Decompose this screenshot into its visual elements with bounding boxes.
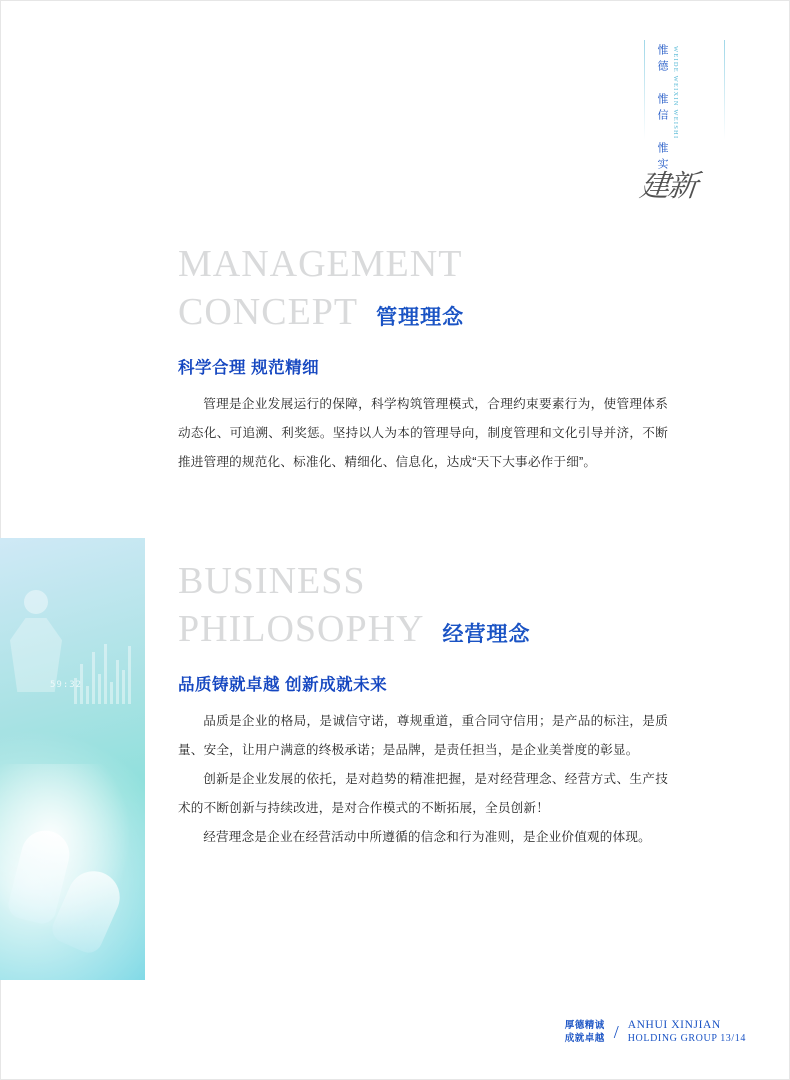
footer-en-line2: HOLDING GROUP 13/14 bbox=[627, 1033, 746, 1044]
section-en-title-line2: CONCEPT bbox=[178, 291, 359, 333]
section-subtitle: 科学合理 规范精细 bbox=[178, 359, 320, 377]
image-caption: 59:32 bbox=[50, 680, 83, 690]
section-cn-title: 管理理念 bbox=[376, 306, 465, 329]
corner-rule-left bbox=[644, 40, 645, 140]
footer-en-company bbox=[628, 1018, 746, 1046]
section-management-concept bbox=[178, 240, 678, 477]
section-paragraph: 品质是企业的格局，是诚信守诺，尊规重道，重合同守信用；是产品的标注，是质量、安全，让用户满意的终极承诺；是品牌，是责任担当，是企业美誉度的彰显。 bbox=[178, 714, 668, 757]
section-business-philosophy bbox=[178, 557, 678, 852]
corner-vertical-motto: 惟德 惟信 惟实 bbox=[656, 44, 668, 174]
corner-brush-logo: 建新 bbox=[637, 169, 698, 204]
section-en-title-line1: MANAGEMENT bbox=[178, 243, 463, 285]
corner-vertical-motto-pinyin: WEIDE WEIXIN WEISHI bbox=[672, 46, 679, 140]
footer-cn-line2: 成就卓越 bbox=[564, 1033, 605, 1044]
section-paragraph: 管理是企业发展运行的保障，科学构筑管理模式，合理约束要素行为，使管理体系动态化、可追溯、利奖惩。坚持以人为本的管理导向，制度管理和文化引导并济，不断推进管理的规范化、标准化、精细化、信息化，达成“天下大事必作于细”。 bbox=[178, 397, 668, 469]
figure-head bbox=[24, 590, 48, 614]
left-decorative-image bbox=[0, 538, 145, 980]
chart-bars-decoration bbox=[74, 634, 134, 704]
section-paragraph: 创新是企业发展的依托，是对趋势的精准把握，是对经营理念、经营方式、生产技术的不断创新与持续改进，是对合作模式的不断拓展，全员创新！ bbox=[178, 772, 668, 815]
section-title-row bbox=[178, 288, 678, 336]
corner-rule-right bbox=[724, 40, 725, 140]
footer-cn-motto bbox=[565, 1019, 605, 1045]
figure-silhouette bbox=[2, 590, 72, 710]
section-paragraph: 经营理念是企业在经营活动中所遵循的信念和行为准则，是企业价值观的体现。 bbox=[203, 830, 651, 844]
section-title-row bbox=[178, 605, 678, 653]
footer-divider-slash: / bbox=[613, 1021, 619, 1042]
corner-brand-mark bbox=[632, 40, 742, 205]
section-en-title-line1: BUSINESS bbox=[178, 560, 366, 602]
section-cn-title: 经营理念 bbox=[442, 623, 531, 646]
section-subtitle: 品质铸就卓越 创新成就未来 bbox=[178, 676, 388, 694]
footer-en-line1: ANHUI XINJIAN bbox=[627, 1019, 721, 1031]
section-en-title-line2: PHILOSOPHY bbox=[178, 608, 425, 650]
footer-cn-line1: 厚德精诚 bbox=[564, 1020, 605, 1031]
page-footer bbox=[565, 1018, 746, 1046]
